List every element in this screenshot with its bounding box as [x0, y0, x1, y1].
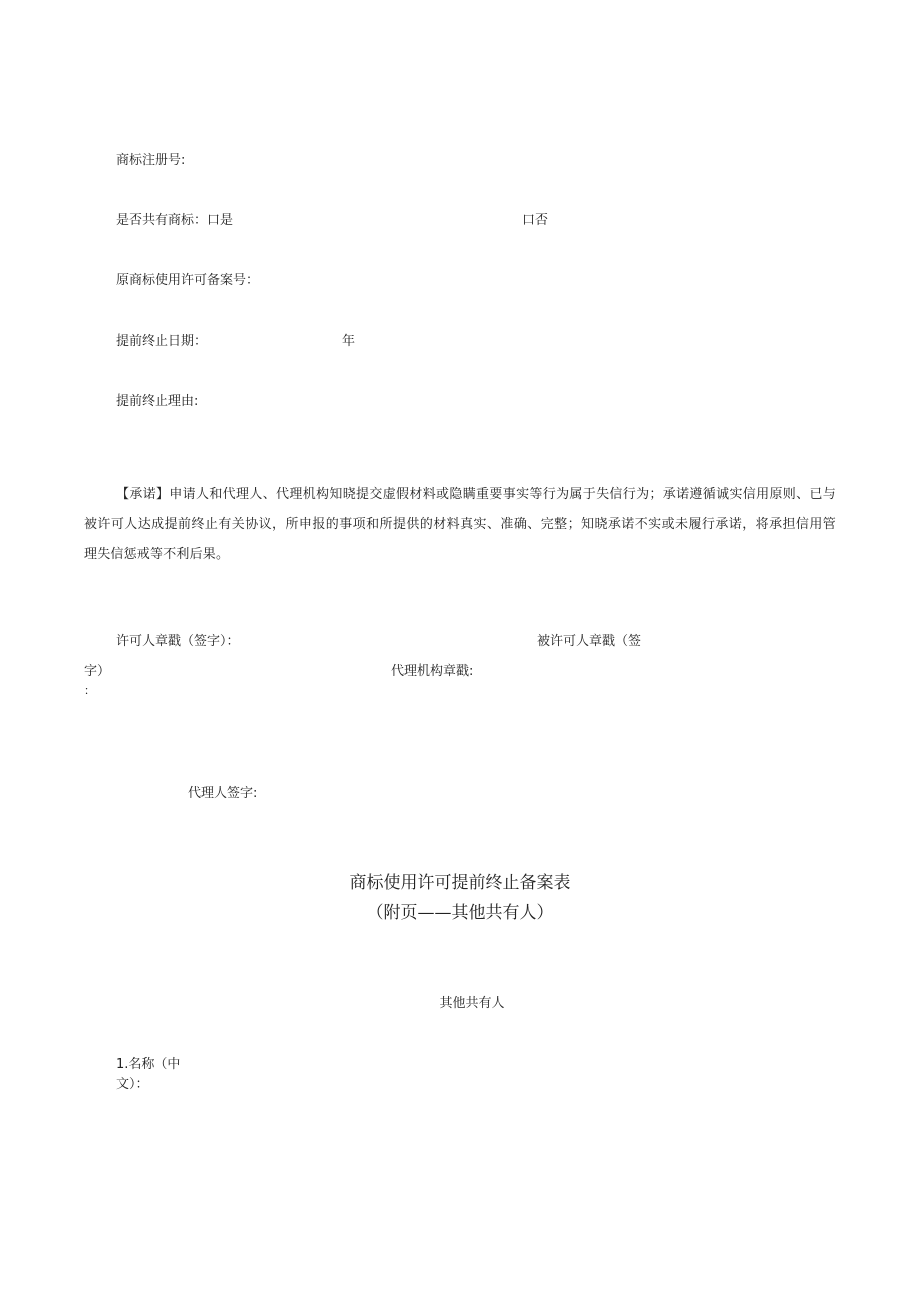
shared-trademark-yes-option[interactable]: 是否共有商标：口是 [116, 213, 234, 228]
agent-signature-label: 代理人签字: [188, 786, 258, 801]
licensee-seal-signature-colon: ： [84, 684, 95, 697]
licensee-seal-signature-label: 被许可人章戳（签 [537, 634, 642, 649]
appendix-subtitle: （附页——其他共有人） [366, 903, 554, 923]
commitment-paragraph: 【承诺】申请人和代理人、代理机构知晓提交虚假材料或隐瞒重要事实等行为属于失信行为；承诺遵循诚实信用原则、已与被许可人达成提前终止有关协议，所申报的事项和所提供的材料真实、准确、完整；知晓承诺不实或未履行承诺，将承担信用管理失信惩戒等不利后果。 [84, 487, 836, 562]
name-chinese-label: 1.名称（中文）： [116, 1057, 181, 1092]
early-termination-date-label: 提前终止日期： [116, 334, 208, 349]
original-license-record-number-label: 原商标使用许可备案号： [116, 273, 260, 288]
licensor-seal-signature-label: 许可人章戳（签字）： [116, 634, 240, 649]
year-label: 年 [342, 334, 356, 349]
other-co-owners-heading: 其他共有人 [439, 996, 505, 1011]
registration-number-label: 商标注册号: [116, 153, 186, 168]
agency-seal-label: 代理机构章戳: [391, 664, 474, 679]
early-termination-reason-label: 提前终止理由: [116, 394, 199, 409]
appendix-title: 商标使用许可提前终止备案表 [349, 873, 571, 893]
shared-trademark-no-option[interactable]: 口否 [522, 213, 549, 228]
licensee-seal-signature-label-continued: 字） [84, 664, 111, 679]
